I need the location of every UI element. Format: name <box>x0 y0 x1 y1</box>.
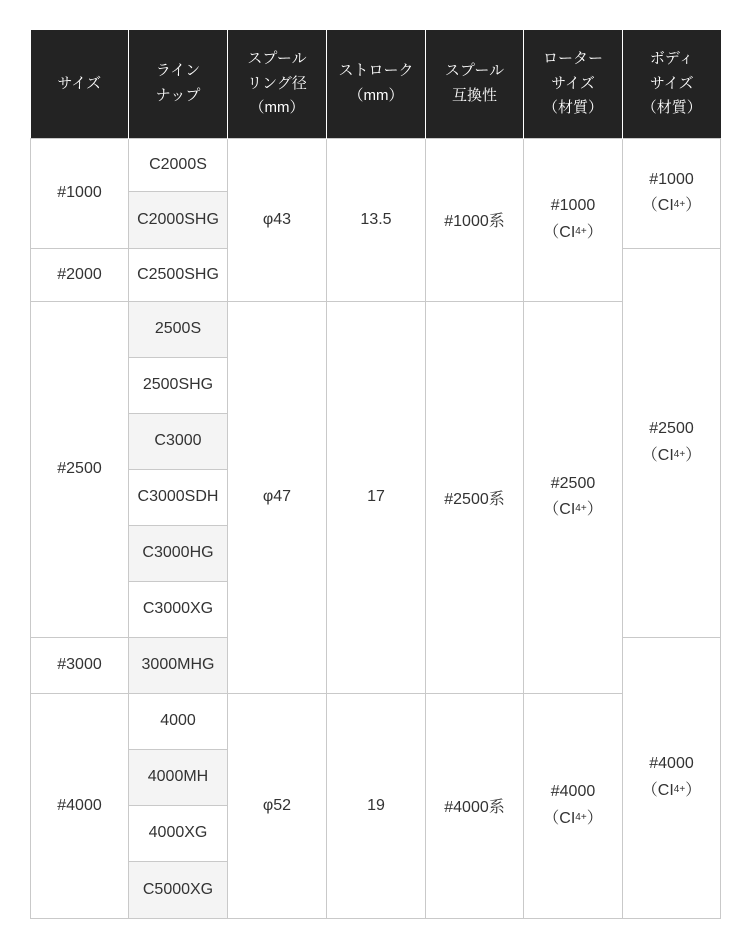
lineup-cell: 2500S <box>129 301 228 357</box>
header-size-label: サイズ <box>57 74 102 92</box>
lineup-cell: 3000MHG <box>129 637 228 693</box>
lineup-cell: C3000XG <box>129 581 228 637</box>
header-spool-ring-diameter: スプール リング径 （mm） <box>228 30 327 138</box>
table-header <box>31 30 721 138</box>
rotor-size-cell: #2500 $(CI^{4+})$ <box>524 301 623 693</box>
header-spool-compatibility: スプール 互換性 <box>426 30 524 138</box>
header-row <box>31 30 721 138</box>
size-cell-1000: #1000 <box>31 138 129 248</box>
header-rotor-size: ローター サイズ （材質） <box>524 30 623 138</box>
header-stroke: ストローク （mm） <box>327 30 426 138</box>
spool-ring-diameter-cell: φ47 <box>228 301 327 693</box>
stroke-cell: 13.5 <box>327 138 426 301</box>
spool-compatibility-cell: #2500系 <box>426 301 524 693</box>
reel-spec-table <box>30 30 721 919</box>
lineup-cell: C2500SHG <box>129 248 228 301</box>
lineup-cell: C5000XG <box>129 861 228 918</box>
lineup-cell: 4000XG <box>129 805 228 861</box>
spool-compatibility-cell: #1000系 <box>426 138 524 301</box>
table-row <box>31 138 721 191</box>
lineup-cell: C2000S <box>129 138 228 191</box>
spool-compatibility-cell: #4000系 <box>426 693 524 918</box>
header-size <box>31 30 129 138</box>
table-body <box>31 138 721 918</box>
size-cell-4000: #4000 <box>31 693 129 918</box>
spool-ring-diameter-cell: φ52 <box>228 693 327 918</box>
size-cell-2500: #2500 <box>31 301 129 637</box>
spool-ring-diameter-cell: φ43 <box>228 138 327 301</box>
rotor-size-cell: #4000 $(CI^{4+})$ <box>524 693 623 918</box>
rotor-size-cell: #1000 $(CI^{4+})$ <box>524 138 623 301</box>
lineup-cell: C3000HG <box>129 525 228 581</box>
body-size-cell: #1000 $(CI^{4+})$ <box>623 138 721 248</box>
lineup-cell: C2000SHG <box>129 191 228 248</box>
header-lineup: ライン ナップ <box>129 30 228 138</box>
lineup-cell: 4000 <box>129 693 228 749</box>
body-size-cell: #2500 $(CI^{4+})$ <box>623 248 721 637</box>
size-cell-3000: #3000 <box>31 637 129 693</box>
size-cell-2000: #2000 <box>31 248 129 301</box>
table-row <box>31 301 721 357</box>
stroke-cell: 17 <box>327 301 426 693</box>
lineup-cell: C3000 <box>129 413 228 469</box>
lineup-cell: 4000MH <box>129 749 228 805</box>
lineup-cell: 2500SHG <box>129 357 228 413</box>
stroke-cell: 19 <box>327 693 426 918</box>
body-size-cell: #4000 $(CI^{4+})$ <box>623 637 721 918</box>
header-body-size: ボディ サイズ （材質） <box>623 30 721 138</box>
table-row <box>31 693 721 749</box>
lineup-cell: C3000SDH <box>129 469 228 525</box>
